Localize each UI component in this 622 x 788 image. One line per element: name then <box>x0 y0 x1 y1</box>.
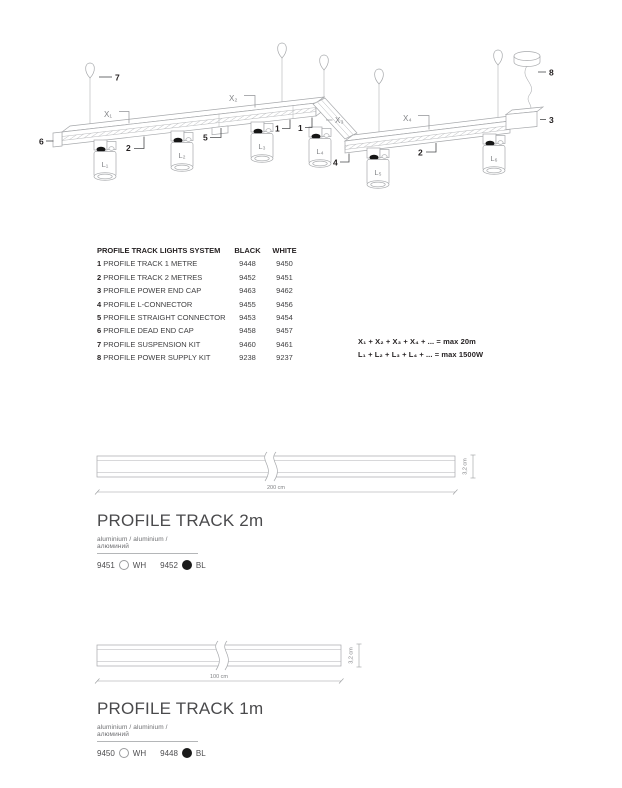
black-finish-dot-icon <box>182 748 192 758</box>
power-end-cap <box>506 107 543 130</box>
black-finish-dot-icon <box>182 560 192 570</box>
table-row: 3 PROFILE POWER END CAP 9463 9462 <box>97 286 293 296</box>
spotlight-l6 <box>483 134 505 174</box>
finish-label-wh: WH <box>132 560 147 570</box>
svg-text:6: 6 <box>39 136 44 147</box>
system-limits <box>358 336 483 361</box>
code-black: 9448 <box>160 748 178 758</box>
svg-text:4: 4 <box>333 157 338 168</box>
table-header <box>97 244 303 257</box>
svg-text:2: 2 <box>418 147 423 158</box>
height-dimension-label: 3,2 cm <box>462 458 469 475</box>
dead-end-cap <box>53 132 62 147</box>
height-dimension <box>463 455 476 478</box>
track-1m-drawing <box>85 635 495 690</box>
section-label-x2: X₂ <box>229 94 238 103</box>
callout-7 <box>99 73 120 83</box>
code-white: 9451 <box>97 560 115 570</box>
table-row: 4 PROFILE L-CONNECTOR 9455 9456 <box>97 299 293 309</box>
track-1m-section <box>97 699 263 758</box>
svg-text:2: 2 <box>126 143 131 153</box>
section-label-x4: X₄ <box>403 114 412 123</box>
callout-6 <box>39 137 54 147</box>
table-header-black: BLACK <box>234 246 261 255</box>
finish-label-wh: WH <box>132 748 147 758</box>
table-row: 2 PROFILE TRACK 2 METRES 9452 9451 <box>97 272 293 282</box>
system-diagram <box>0 0 622 228</box>
track-right-run <box>345 107 543 153</box>
product-title: PROFILE TRACK 1m <box>97 699 264 718</box>
callout-3 <box>540 115 554 125</box>
table-row: 5 PROFILE STRAIGHT CONNECTOR 9453 9454 <box>97 312 293 322</box>
suspension-cone-icons <box>86 43 503 84</box>
product-codes <box>97 748 263 758</box>
section-label-x1: X₁ <box>104 110 113 119</box>
light-label: L₄ <box>316 147 324 156</box>
suspension-cone-icon <box>86 63 95 78</box>
light-label: L₆ <box>490 154 498 163</box>
svg-text:8: 8 <box>549 67 554 78</box>
table-row: 7 PROFILE SUSPENSION KIT 9460 9461 <box>97 339 293 349</box>
spotlight-l1 <box>94 140 116 180</box>
callout-8 <box>538 68 554 78</box>
table-row: 6 PROFILE DEAD END CAP 9458 9457 <box>97 326 293 336</box>
table-header-system: PROFILE TRACK LIGHTS SYSTEM <box>97 246 221 255</box>
suspension-cone-icon <box>320 55 329 70</box>
spotlight-l4 <box>309 127 331 167</box>
svg-text:1: 1 <box>298 123 303 133</box>
svg-text:7: 7 <box>115 72 120 83</box>
finish-label-bl: BL <box>195 560 206 570</box>
table-row: 8 PROFILE POWER SUPPLY KIT 9238 9237 <box>97 353 293 363</box>
product-title: PROFILE TRACK 2m <box>97 511 264 530</box>
callout-1-a <box>275 120 290 134</box>
code-white: 9450 <box>97 748 115 758</box>
code-black: 9452 <box>160 560 178 570</box>
suspension-cone-icon <box>375 69 384 84</box>
height-dimension <box>349 644 362 667</box>
light-label: L₅ <box>374 168 382 177</box>
table-row: 1 PROFILE TRACK 1 METRE 9448 9450 <box>97 259 293 269</box>
length-dimension <box>95 674 344 684</box>
svg-text:3: 3 <box>549 115 554 125</box>
power-supply-wire <box>525 66 532 111</box>
light-label: L₃ <box>258 142 266 151</box>
material-label: aluminium / aluminium / алюминий <box>97 536 198 554</box>
track-2m-drawing <box>85 445 495 500</box>
suspension-cone-icon <box>494 50 503 65</box>
spotlight-l3 <box>251 122 273 162</box>
max-power-formula: L₁ + L₂ + L₃ + L₄ + ... = max 1500W <box>358 349 484 359</box>
callout-2-left <box>126 137 144 154</box>
length-dimension-label: 100 cm <box>209 674 229 680</box>
product-codes <box>97 560 263 570</box>
straight-connector <box>212 126 228 135</box>
table-header-white: WHITE <box>272 246 297 255</box>
svg-text:1: 1 <box>275 123 280 134</box>
light-label: L₂ <box>178 151 186 160</box>
material-label: aluminium / aluminium / алюминий <box>97 724 198 742</box>
track-2m-section <box>97 511 263 570</box>
spotlight-l2 <box>171 131 193 171</box>
spotlight-l5 <box>367 148 389 188</box>
callout-2-right <box>418 143 436 158</box>
height-dimension-label: 3,2 cm <box>348 647 355 664</box>
length-dimension <box>95 485 458 495</box>
white-finish-dot-icon <box>119 748 129 758</box>
section-label-x3: X₃ <box>335 116 344 125</box>
finish-label-bl: BL <box>195 748 206 758</box>
power-supply-canopy <box>514 52 540 112</box>
svg-text:5: 5 <box>203 132 208 143</box>
max-length-formula: X₁ + X₂ + X₃ + X₄ + ... = max 20m <box>358 337 476 346</box>
callout-4 <box>333 154 349 168</box>
length-dimension-label: 200 cm <box>266 485 286 491</box>
suspension-cone-icon <box>278 43 287 58</box>
white-finish-dot-icon <box>119 560 129 570</box>
product-code-table <box>97 244 303 365</box>
light-label: L₁ <box>101 160 109 169</box>
